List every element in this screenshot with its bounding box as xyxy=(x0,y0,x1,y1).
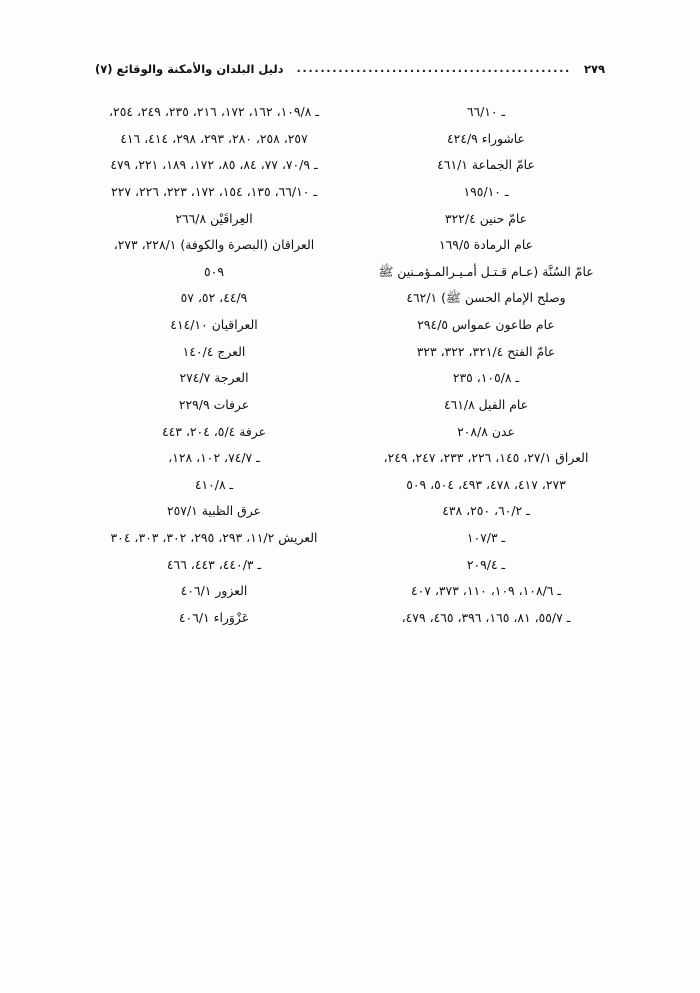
index-entry: ـ ٤٤٠/٣، ٤٤٣، ٤٦٦ xyxy=(166,556,262,572)
index-entry: العريش ١١/٢، ٢٩٣، ٢٩٥، ٣٠٢، ٣٠٣، ٣٠٤ xyxy=(110,530,318,545)
index-column-right xyxy=(350,104,614,637)
index-entry: عام الفيل ٤٦١/٨ xyxy=(443,396,529,412)
index-entry: ـ ١٠٨/٦، ١٠٩، ١١٠، ٣٧٣، ٤٠٧ xyxy=(410,583,562,599)
index-columns xyxy=(86,104,614,637)
index-entry: ـ ٥٥/٧، ٨١، ١٦٥، ٣٩٦، ٤٦٥، ٤٧٩، xyxy=(401,609,571,625)
index-entry: عرق الظبية ٢٥٧/١ xyxy=(166,503,262,519)
index-entry: ـ ١٠٥/٨، ٢٣٥ xyxy=(452,370,520,386)
index-entry: العراق ٢٧/١، ١٤٥، ٢٢٦، ٢٣٣، ٢٤٧، ٢٤٩، xyxy=(383,450,589,466)
index-entry: عامّ حنين ٣٢٢/٤ xyxy=(444,210,528,226)
index-entry: ـ ٧٤/٧، ١٠٢، ١٢٨، xyxy=(168,450,260,466)
index-entry: عامّ الجماعة ٤٦١/١ xyxy=(437,157,535,173)
index-column-left xyxy=(86,104,350,637)
index-entry: عدن ٢٠٨/٨ xyxy=(457,423,515,439)
index-entry: ٢٥٧، ٢٥٨، ٢٨٠، ٢٩٣، ٢٩٨، ٤١٤، ٤١٦ xyxy=(120,130,308,146)
index-entry: ٤٤/٩، ٥٢، ٥٧ xyxy=(180,290,248,306)
index-entry: العرجة ٢٧٤/٧ xyxy=(179,370,249,386)
index-entry: عامّ السُنَّة (عـام قـتـل أمـيـرالمـؤمـنين ﷺ xyxy=(378,263,594,279)
page-header xyxy=(95,62,605,76)
index-entry: عامّ الفتح ٣٢١/٤، ٣٢٢، ٣٢٣ xyxy=(416,343,556,359)
index-entry: ـ ١٠٧/٣ xyxy=(466,530,506,545)
header-title: دليل البلدان والأمكنة والوقائع (٧) xyxy=(95,62,284,76)
index-entry: عاشوراء ٤٢٤/٩ xyxy=(447,130,525,146)
index-entry: ـ ٦٦/١٠، ١٣٥، ١٥٤، ١٧٢، ٢٢٣، ٢٢٦، ٢٢٧ xyxy=(111,183,317,199)
index-entry: عام طاعون عمواس ٢٩٤/٥ xyxy=(417,317,555,332)
index-entry: العراقان (البصرة والكوفة) ٢٢٨/١، ٢٧٣، xyxy=(113,237,315,253)
index-entry: ـ ١٩٥/١٠ xyxy=(463,183,509,199)
index-entry: العراقيان ٤١٤/١٠ xyxy=(170,317,258,332)
index-entry: ـ ٢٠٩/٤ xyxy=(466,556,506,572)
index-entry: العزور ٤٠٦/١ xyxy=(180,583,248,599)
index-entry: ٥٠٩ xyxy=(204,263,224,279)
index-entry: ـ ٧٠/٩، ٧٧، ٨٤، ٨٥، ١٧٢، ١٨٩، ٢٢١، ٤٧٩ xyxy=(110,157,318,173)
index-entry: عرفة ٥/٤، ٢٠٤، ٤٤٣ xyxy=(161,423,267,439)
index-entry: عرفات ٢٢٩/٩ xyxy=(178,396,250,412)
index-entry: عام الرمادة ١٦٩/٥ xyxy=(439,237,533,253)
index-entry: ـ ١٠٩/٨، ١٦٢، ١٧٢، ٢١٦، ٢٣٥، ٢٤٩، ٢٥٤، xyxy=(109,104,319,119)
index-entry: ـ ٦٦/١٠ xyxy=(466,104,506,119)
index-entry: وصلح الإمام الحسن ﷺ) ٤٦٢/١ xyxy=(406,290,566,306)
index-entry: ٢٧٣، ٤١٧، ٤٧٨، ٤٩٣، ٥٠٤، ٥٠٩ xyxy=(406,476,566,492)
index-entry: عَزْوَراء ٤٠٦/١ xyxy=(178,609,250,625)
index-entry: ـ ٦٠/٢، ٢٥٠، ٤٣٨ xyxy=(442,503,530,519)
page-number: ٢٧٩ xyxy=(583,62,605,76)
header-dot-leader: .............................................. xyxy=(296,61,572,75)
index-entry: العرج ١٤٠/٤ xyxy=(182,343,246,359)
index-entry: ـ ٤١٠/٨ xyxy=(194,476,234,492)
index-entry: العِراقَيْن ٢٦٦/٨ xyxy=(175,210,253,226)
